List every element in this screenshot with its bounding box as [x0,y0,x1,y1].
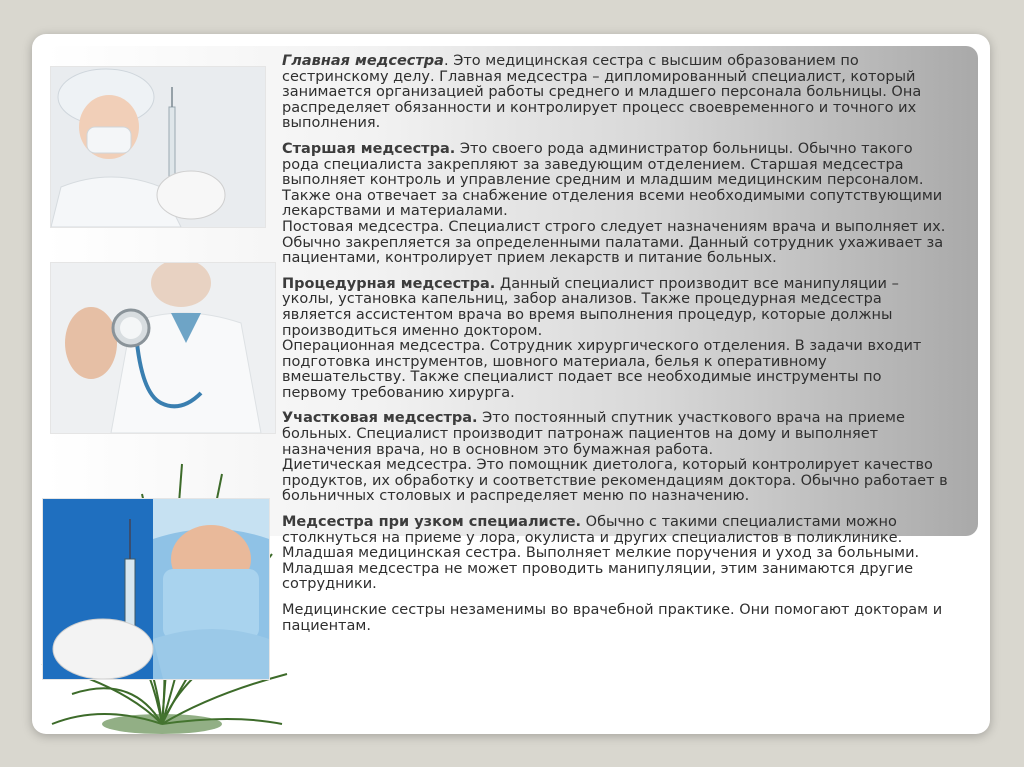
section-senior-nurse [282,142,950,267]
section-body: Обычно с такими специалистами можно столкнуться на приеме у лора, окулиста и других специалистов в поликлинике. [282,514,903,546]
section-extra: Операционная медсестра. Сотрудник хирургического отделения. В задачи входит подготовка инструментов, шовного материала, белья к оперативному вмешательству. Также специалист подает все необходимые инструменты по первому требованию хирурга. [282,338,922,401]
doctor-with-stethoscope-photo [50,262,276,434]
section-body: Это постоянный спутник участкового врача на приеме больных. Специалист производит патронаж пациентов на дому и выполняет назначения врача, но в основном это бумажная работа. [282,410,905,458]
section-extra: Постовая медсестра. Специалист строго следует назначениям врача и выполняет их. Обычно закрепляется за определенными палатами. Данный сотрудник ухаживает за пациентами, контролирует прием лекарств и питание больных. [282,218,946,267]
section-district-nurse [282,411,950,505]
section-body: Данный специалист производит все манипуляции – уколы, установка капельниц, забор анализов. Также процедурная медсестра является ассистентом врача во время выполнения процедур, которые должны производиться именно доктором. [282,275,899,339]
section-title: Главная медсестра [282,53,444,69]
section-title: Участковая медсестра. [282,410,478,427]
section-extra: Диетическая медсестра. Это помощник диетолога, который контролирует качество продуктов, их обработку и соответствие рекомендациям доктора. Обычно работает в больничных столовых и распределяет меню по назначению. [282,457,948,505]
section-specialist-nurse [282,515,950,593]
nurse-with-syringe-photo [50,66,266,228]
section-title: Медсестра при узком специалисте. [282,514,582,531]
surgeon-with-syringe-photo [42,498,270,680]
slide [32,34,990,734]
section-extra: Младшая медицинская сестра. Выполняет мелкие поручения и уход за больными. Младшая медсестра не может проводить манипуляции, этим занимаются другие сотрудники. [282,545,920,593]
section-body: . Это медицинская сестра с высшим образованием по сестринскому делу. Главная медсестра – дипломированный специалист, который занимается организацией работы среднего и младшего персонала больницы. Она распределяет обязанности и контролирует процесс своевременного и точного их выполнения. [282,53,922,132]
section-body: Это своего рода администратор больницы. Обычно такого рода специалиста закрепляют за заведующим отделением. Старшая медсестра выполняет контроль и управление средним и младшим медицинским персоналом. Также она отвечает за снабжение отделения всеми необходимыми сопутствующими лекарствами и материалами. [282,140,943,220]
section-procedural-nurse [282,277,950,402]
section-title: Процедурная медсестра. [282,275,496,292]
conclusion: Медицинские сестры незаменимы во врачебной практике. Они помогают докторам и пациентам. [282,602,943,634]
section-title: Старшая медсестра. [282,140,456,157]
section-head-nurse [282,54,950,132]
article-text [282,54,950,644]
